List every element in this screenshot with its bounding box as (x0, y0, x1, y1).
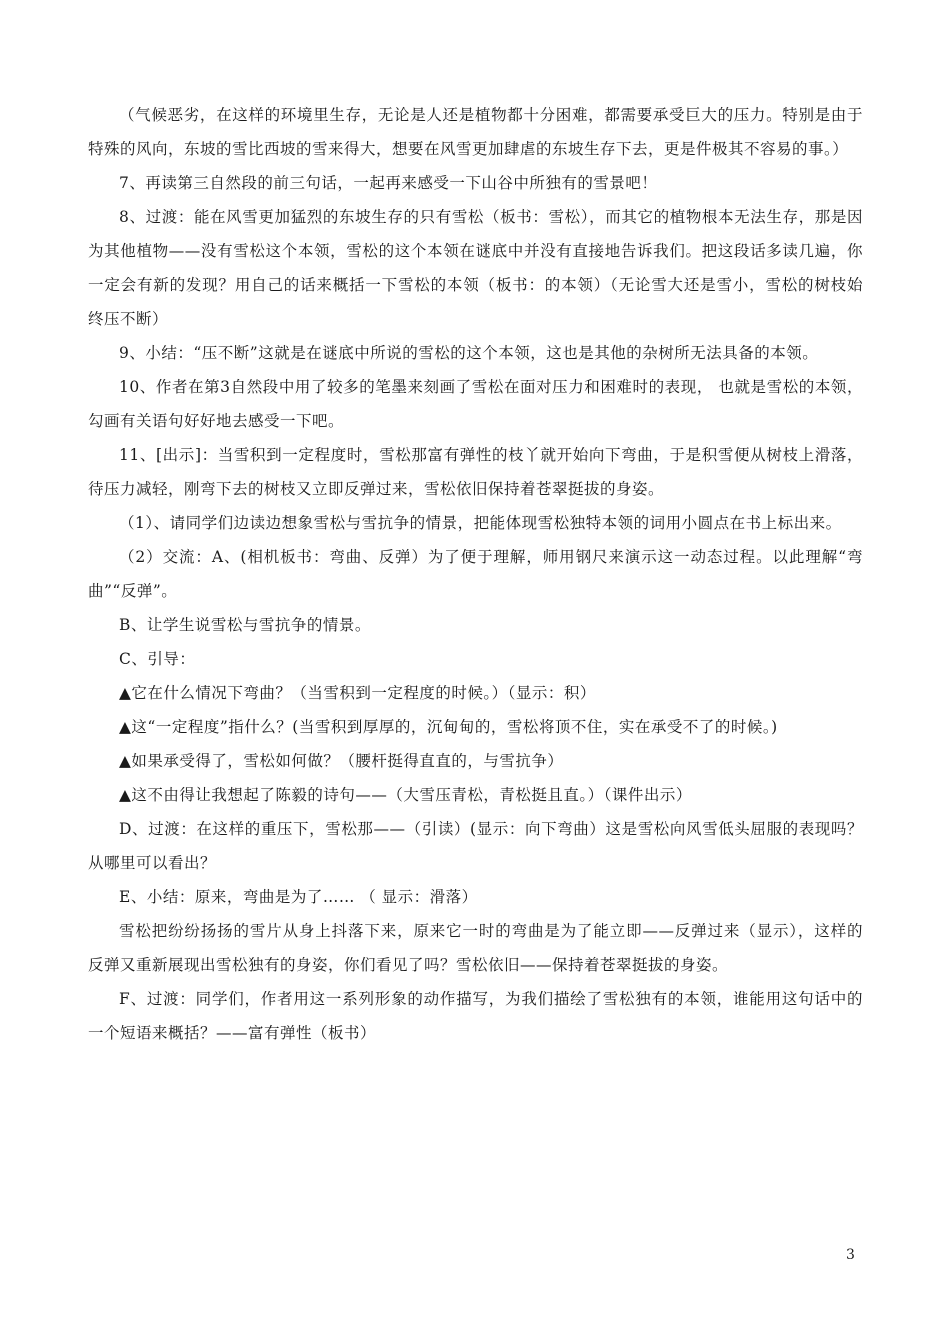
paragraph-1: （气候恶劣，在这样的环境里生存，无论是人还是植物都十分困难，都需要承受巨大的压力。特别是由于特殊的风向，东坡的雪比西坡的雪来得大，想要在风雪更加肆虐的东坡生存下去，更是件极其不容易的事。） (88, 106, 863, 158)
paragraph-18: F、过渡：同学们，作者用这一系列形象的动作描写，为我们描绘了雪松独有的本领，谁能用这句话中的一个短语来概括？——富有弹性（板书） (88, 990, 863, 1042)
paragraph-17: 雪松把纷纷扬扬的雪片从身上抖落下来，原来它一时的弯曲是为了能立即——反弹过来（显示），这样的反弹又重新展现出雪松独有的身姿，你们看见了吗？雪松依旧——保持着苍翠挺拔的身姿。 (88, 922, 863, 974)
paragraph-9: B、让学生说雪松与雪抗争的情景。 (119, 616, 371, 634)
paragraph-2: 7、再读第三自然段的前三句话，一起再来感受一下山谷中所独有的雪景吧！ (119, 174, 658, 192)
paragraph-14: ▲这不由得让我想起了陈毅的诗句——（大雪压青松，青松挺且直。）（课件出示） (119, 786, 692, 804)
paragraph-13: ▲如果承受得了，雪松如何做？（腰杆挺得直直的，与雪抗争） (119, 752, 564, 770)
paragraph-10: C、引导： (119, 650, 196, 668)
page-number: 3 (846, 1247, 855, 1263)
paragraph-7: （1）、请同学们边读边想象雪松与雪抗争的情景，把能体现雪松独特本领的词用小圆点在书上标出来。 (119, 514, 842, 532)
paragraph-5: 10、作者在第3自然段中用了较多的笔墨来刻画了雪松在面对压力和困难时的表现， 也就是雪松的本领，勾画有关语句好好地去感受一下吧。 (88, 378, 863, 430)
paragraph-8: （2）交流：A、(相机板书：弯曲、反弹）为了便于理解，师用钢尺来演示这一动态过程。以此理解“弯曲”“反弹”。 (88, 548, 863, 600)
paragraph-12: ▲这“一定程度”指什么？(当雪积到厚厚的，沉甸甸的，雪松将顶不住，实在承受不了的时候。) (119, 718, 778, 736)
paragraph-11: ▲它在什么情况下弯曲？（当雪积到一定程度的时候。）（显示：积） (119, 684, 596, 702)
paragraph-15: D、过渡：在这样的重压下，雪松那——（引读）(显示：向下弯曲）这是雪松向风雪低头屈服的表现吗？从哪里可以看出？ (88, 820, 863, 872)
paragraph-4: 9、小结：“压不断”这就是在谜底中所说的雪松的这个本领，这也是其他的杂树所无法具备的本领。 (119, 344, 819, 362)
paragraph-16: E、小结：原来，弯曲是为了…… （ 显示：滑落） (119, 888, 478, 906)
paragraph-6: 11、[出示]：当雪积到一定程度时，雪松那富有弹性的枝丫就开始向下弯曲，于是积雪便从树枝上滑落，待压力减轻，刚弯下去的树枝又立即反弹过来，雪松依旧保持着苍翠挺拔的身姿。 (88, 446, 863, 498)
body-text (88, 98, 863, 1050)
paragraph-3: 8、过渡：能在风雪更加猛烈的东坡生存的只有雪松（板书：雪松），而其它的植物根本无法生存，那是因为其他植物——没有雪松这个本领，雪松的这个本领在谜底中并没有直接地告诉我们。把这段话多读几遍，你一定会有新的发现？用自己的话来概括一下雪松的本领（板书：的本领）（无论雪大还是雪小，雪松的树枝始终压不断） (88, 208, 863, 328)
